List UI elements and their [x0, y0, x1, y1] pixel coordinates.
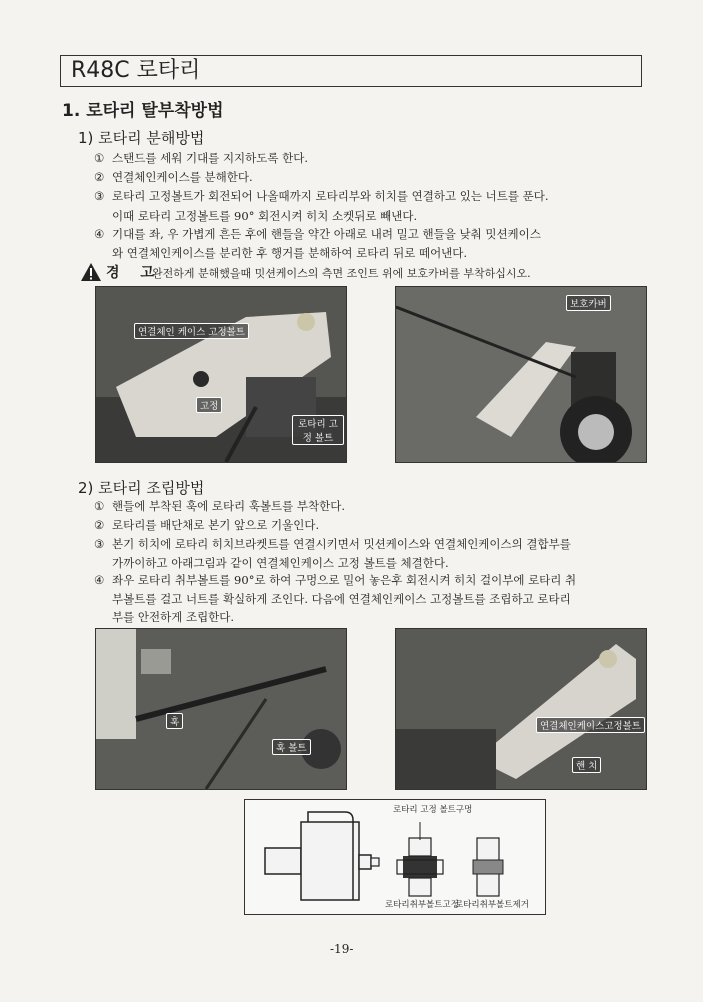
section-heading: 1. 로타리 탈부착방법 [62, 101, 224, 121]
callout-protective-cover: 보호카버 [566, 295, 611, 311]
callout-chain-case-bolt: 연결체인 케이스 고정볼트 [134, 323, 249, 339]
warning-label: 경 고 [106, 265, 162, 281]
subsection-heading-assembly: 2) 로타리 조립방법 [78, 479, 205, 497]
callout-hitch: 핸 치 [572, 757, 601, 773]
page-number: -19- [330, 942, 354, 956]
warning-text: 완전하게 분해했을때 밋션케이스의 측면 조인트 위에 보호카버를 부착하십시오. [152, 267, 531, 280]
callout-chain-case-bolt-2: 연결체인케이스고정볼트 [536, 717, 645, 733]
callout-rotary-bolt: 로타리 고정 볼트 [292, 415, 344, 445]
callout-hook: 훅 [166, 713, 183, 729]
assembly-step-4-cont2: 부를 안전하게 조립한다. [112, 610, 235, 624]
photo-protective-cover [395, 286, 647, 463]
diagram-label-fix: 로타리취부볼트고정 [385, 900, 459, 910]
assembly-step-2: ② 로타리를 배단채로 본기 앞으로 기울인다. [94, 518, 320, 532]
warning-row [80, 262, 670, 282]
disassembly-step-4: ④ 기대를 좌, 우 가볍게 흔든 후에 핸들을 약간 아래로 내려 밀고 핸들을 낮춰 밋션케이스 [94, 227, 541, 241]
page-title: R48C 로타리 [60, 55, 642, 87]
assembly-step-3: ③ 본기 히치에 로타리 히치브라켓트를 연결시키면서 밋션케이스와 연결체인케이스의 결합부를 [94, 537, 571, 551]
disassembly-step-4-cont: 와 연결체인케이스를 분리한 후 행거를 분해하여 로타리 뒤로 떼어낸다. [112, 246, 468, 260]
photo-hook-bolt [95, 628, 347, 790]
assembly-step-4-cont: 부볼트를 걸고 너트를 확실하게 조인다. 다음에 연결체인케이스 고정볼트를 조립하고 로타리 [112, 592, 571, 606]
diagram-label-remove: 로타리취부볼트제거 [455, 900, 529, 910]
callout-hook-bolt: 훅 볼트 [272, 739, 311, 755]
callout-fixed: 고정 [196, 397, 222, 413]
disassembly-step-2: ② 연결체인케이스를 분해한다. [94, 170, 253, 184]
subsection-heading-disassembly: 1) 로타리 분해방법 [78, 129, 205, 147]
assembly-step-1: ① 핸들에 부착된 훅에 로타리 훅볼트를 부착한다. [94, 499, 346, 513]
diagram-label-bolt-hole: 로타리 고정 볼트구멍 [393, 805, 473, 815]
disassembly-step-1: ① 스탠드를 세워 기대를 지지하도록 한다. [94, 151, 309, 165]
assembly-step-4: ④ 좌우 로타리 취부볼트를 90°로 하여 구멍으로 밀어 놓은후 회전시켜 히치 걸이부에 로타리 취 [94, 573, 577, 587]
disassembly-step-3-cont: 이때 로타리 고정볼트를 90° 회전시켜 히치 소켓뒤로 빼낸다. [112, 209, 418, 223]
warning-triangle-icon [80, 262, 102, 282]
assembly-step-3-cont: 가까이하고 아래그림과 같이 연결체인케이스 고정 볼트를 체결한다. [112, 556, 449, 570]
photo-chain-case-bolt [95, 286, 347, 463]
bolt-diagram [244, 799, 546, 915]
disassembly-step-3: ③ 로타리 고정볼트가 회전되어 나올때까지 로타리부와 히치를 연결하고 있는 너트를 푼다. [94, 189, 549, 203]
photo-assembled [395, 628, 647, 790]
bolt-diagram-drawing [245, 800, 545, 914]
